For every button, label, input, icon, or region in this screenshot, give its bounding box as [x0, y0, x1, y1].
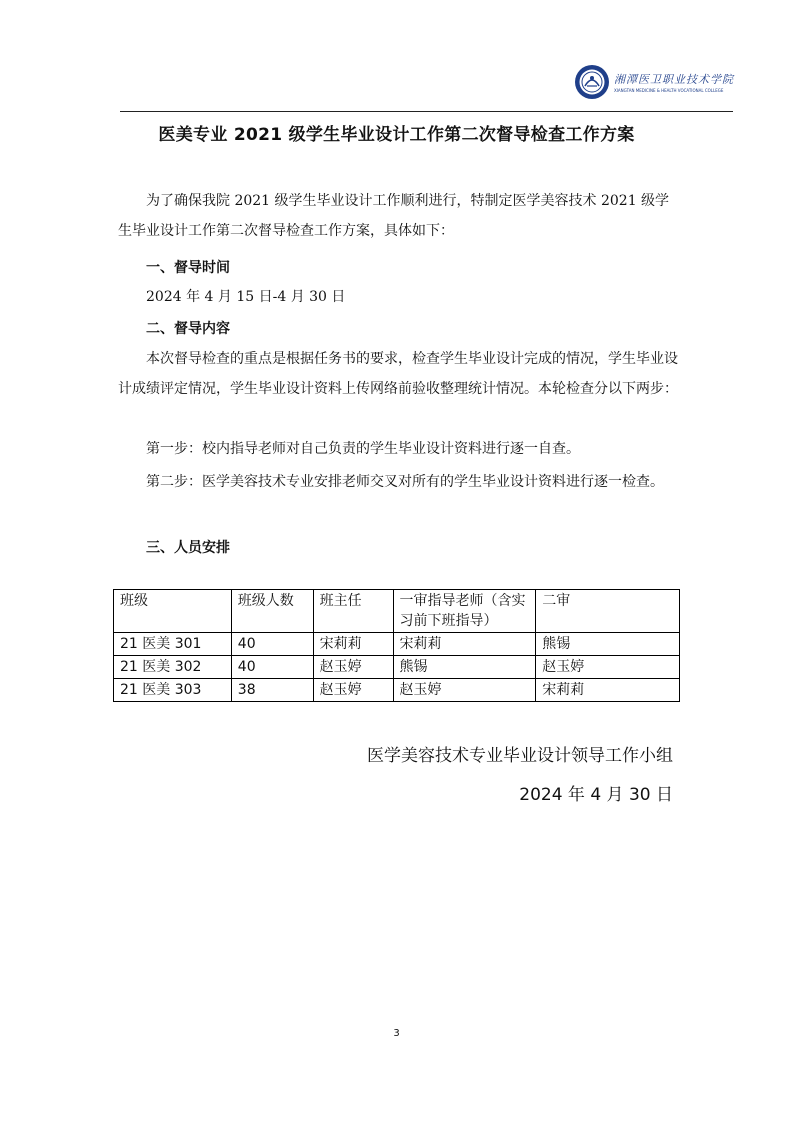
page-number: 3	[393, 1028, 400, 1039]
step-one: 第一步：校内指导老师对自己负责的学生毕业设计资料进行逐一自查。	[146, 441, 580, 457]
cell-second-reviewer: 赵玉婷	[536, 656, 680, 679]
section-heading-staff: 三、人员安排	[146, 540, 230, 556]
cell-class-size: 40	[231, 633, 313, 656]
cell-head-teacher: 赵玉婷	[313, 656, 393, 679]
cell-class: 21 医美 301	[114, 633, 232, 656]
header-first-reviewer: 一审指导老师（含实习前下班指导）	[393, 590, 536, 633]
intro-paragraph: 为了确保我院 2021 级学生毕业设计工作顺利进行，特制定医学美容技术 2021 级学生毕业设计工作第二次督导检查工作方案，具体如下：	[118, 193, 670, 239]
cell-class-size: 38	[231, 679, 313, 702]
college-emblem-icon	[574, 64, 610, 100]
supervision-content-paragraph: 本次督导检查的重点是根据任务书的要求，检查学生毕业设计完成的情况，学生毕业设计成绩评定情况，学生毕业设计资料上传网络前验收整理统计情况。本轮检查分以下两步：	[118, 351, 678, 397]
section-heading-time: 一、督导时间	[146, 260, 230, 276]
cell-first-reviewer: 赵玉婷	[393, 679, 536, 702]
header-class: 班级	[114, 590, 232, 633]
header-divider	[120, 111, 733, 112]
cell-head-teacher: 宋莉莉	[313, 633, 393, 656]
cell-head-teacher: 赵玉婷	[313, 679, 393, 702]
cell-first-reviewer: 熊锡	[393, 656, 536, 679]
header-class-size: 班级人数	[231, 590, 313, 633]
college-logo	[574, 64, 734, 100]
cell-class: 21 医美 302	[114, 656, 232, 679]
cell-second-reviewer: 熊锡	[536, 633, 680, 656]
college-name-cn: 湘潭医卫职业技术学院	[614, 73, 734, 86]
supervision-period: 2024 年 4 月 15 日-4 月 30 日	[146, 289, 346, 305]
table-row	[114, 656, 680, 679]
staff-arrangement-table	[113, 589, 680, 702]
table-row	[114, 679, 680, 702]
table-header-row	[114, 590, 680, 633]
section-heading-content: 二、督导内容	[146, 321, 230, 337]
header-head-teacher: 班主任	[313, 590, 393, 633]
cell-second-reviewer: 宋莉莉	[536, 679, 680, 702]
college-name-en: XIANGTAN MEDICINE & HEALTH VOCATIONAL COLLEGE	[614, 88, 724, 93]
cell-class-size: 40	[231, 656, 313, 679]
cell-class: 21 医美 303	[114, 679, 232, 702]
signature-date: 2024 年 4 月 30 日	[519, 785, 673, 805]
step-two: 第二步：医学美容技术专业安排老师交叉对所有的学生毕业设计资料进行逐一检查。	[146, 474, 664, 490]
table-row	[114, 633, 680, 656]
signature-organization: 医学美容技术专业毕业设计领导工作小组	[367, 746, 673, 766]
cell-first-reviewer: 宋莉莉	[393, 633, 536, 656]
document-title: 医美专业 2021 级学生毕业设计工作第二次督导检查工作方案	[158, 125, 635, 145]
header-second-reviewer: 二审	[536, 590, 680, 633]
